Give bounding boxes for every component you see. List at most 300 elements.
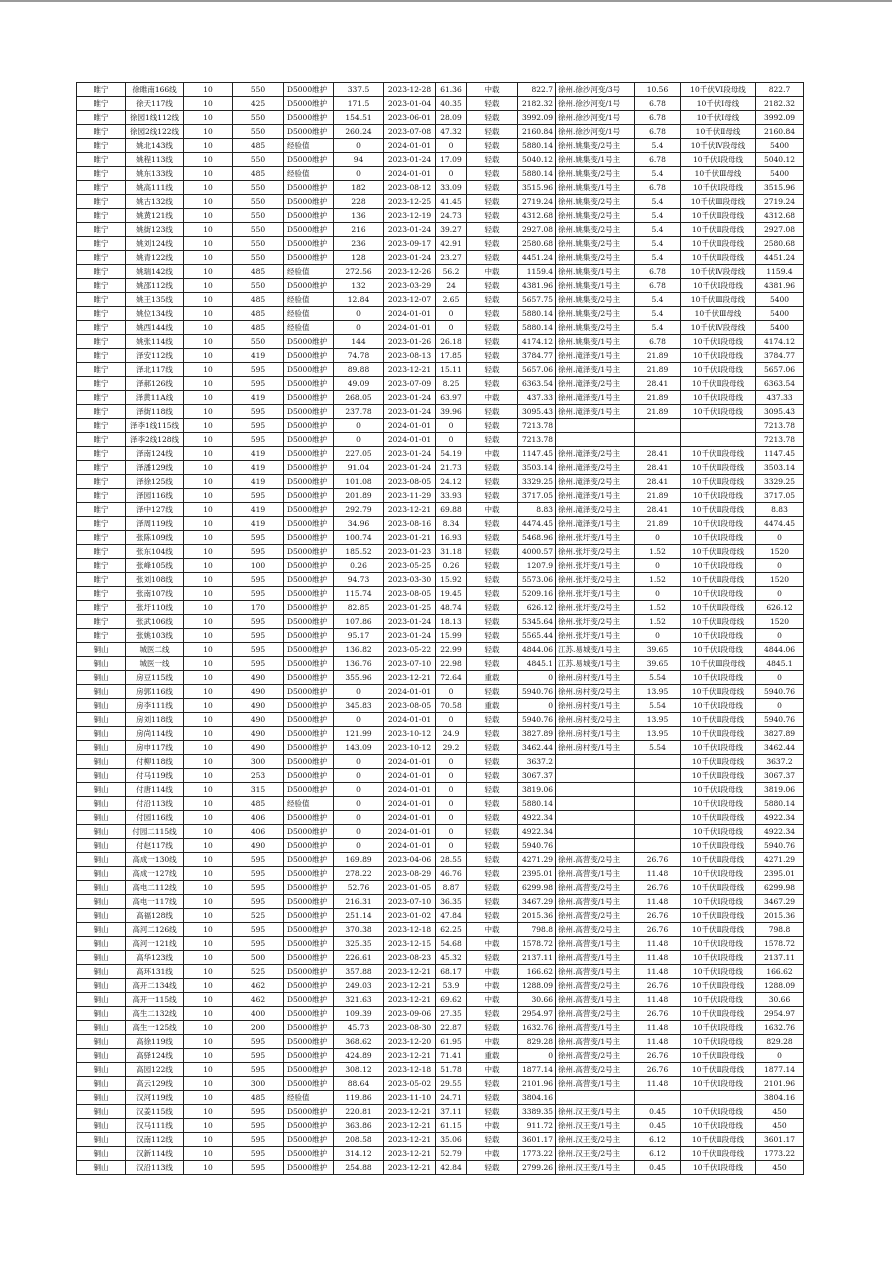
cell-available: 2182.32 [756, 97, 804, 111]
cell-load-rate: 62.25 [436, 923, 467, 937]
cell-region: 睢宁 [77, 349, 126, 363]
cell-capacity: 595 [233, 1049, 284, 1063]
table-row [77, 111, 804, 125]
cell-available: 3637.2 [756, 755, 804, 769]
cell-load-status: 轻载 [467, 335, 518, 349]
cell-bus: 10千伏Ⅱ段母线 [681, 713, 756, 727]
cell-transformer-value: 11.48 [635, 1077, 681, 1091]
cell-transformer-value: 26.76 [635, 1049, 681, 1063]
cell-transformer-value: 0 [635, 629, 681, 643]
cell-date: 2023-08-23 [384, 951, 436, 965]
cell-load-status: 中载 [467, 265, 518, 279]
cell-voltage: 10 [184, 951, 233, 965]
cell-substation: 徐州.高营变/2号主 [556, 853, 635, 867]
cell-load-value: 370.38 [334, 923, 384, 937]
cell-load-status: 轻载 [467, 237, 518, 251]
cell-capacity: 419 [233, 349, 284, 363]
cell-remaining: 911.72 [518, 1119, 556, 1133]
cell-load-value: 107.86 [334, 615, 384, 629]
table-row [77, 685, 804, 699]
cell-available: 2927.08 [756, 223, 804, 237]
cell-load-status: 轻载 [467, 601, 518, 615]
cell-available: 4312.68 [756, 209, 804, 223]
cell-method: D5000维护 [284, 1119, 334, 1133]
cell-load-rate: 46.76 [436, 867, 467, 881]
cell-region: 睢宁 [77, 363, 126, 377]
cell-substation: 徐州.姚集变/1号主 [556, 265, 635, 279]
cell-available: 2954.97 [756, 1007, 804, 1021]
cell-load-rate: 31.18 [436, 545, 467, 559]
cell-substation: 徐州.滝泽变/1号主 [556, 517, 635, 531]
cell-remaining: 2719.24 [518, 195, 556, 209]
cell-region: 铜山 [77, 867, 126, 881]
cell-load-rate: 0 [436, 839, 467, 853]
cell-load-value: 227.05 [334, 447, 384, 461]
cell-load-rate: 24.73 [436, 209, 467, 223]
cell-load-status: 轻载 [467, 587, 518, 601]
cell-bus: 10千伏Ⅰ段母线 [681, 153, 756, 167]
cell-transformer-value: 1.52 [635, 573, 681, 587]
cell-load-rate: 52.79 [436, 1147, 467, 1161]
cell-line-name: 高电二112线 [126, 881, 184, 895]
cell-voltage: 10 [184, 237, 233, 251]
cell-remaining: 5880.14 [518, 307, 556, 321]
cell-method: D5000维护 [284, 713, 334, 727]
cell-available: 6299.98 [756, 881, 804, 895]
cell-remaining: 2954.97 [518, 1007, 556, 1021]
cell-substation [556, 1091, 635, 1105]
cell-remaining: 1288.09 [518, 979, 556, 993]
cell-voltage: 10 [184, 867, 233, 881]
cell-substation: 徐州.张圩变/2号主 [556, 545, 635, 559]
cell-method: D5000维护 [284, 363, 334, 377]
cell-available: 1159.4 [756, 265, 804, 279]
cell-substation: 徐州.高营变/1号主 [556, 1035, 635, 1049]
cell-substation: 徐州.汉王变/2号主 [556, 1147, 635, 1161]
cell-transformer-value: 5.54 [635, 671, 681, 685]
cell-method: D5000维护 [284, 97, 334, 111]
cell-load-status: 轻载 [467, 251, 518, 265]
cell-load-rate: 8.87 [436, 881, 467, 895]
cell-method: D5000维护 [284, 349, 334, 363]
cell-method: D5000维护 [284, 223, 334, 237]
table-row [77, 979, 804, 993]
cell-transformer-value: 26.76 [635, 853, 681, 867]
cell-substation [556, 797, 635, 811]
cell-capacity: 253 [233, 769, 284, 783]
cell-available: 829.28 [756, 1035, 804, 1049]
cell-method: D5000维护 [284, 741, 334, 755]
cell-capacity: 400 [233, 1007, 284, 1021]
cell-transformer-value: 5.54 [635, 699, 681, 713]
cell-capacity: 595 [233, 1147, 284, 1161]
table-row [77, 335, 804, 349]
cell-substation [556, 769, 635, 783]
table-row [77, 1021, 804, 1035]
cell-substation: 徐州.姚集变/2号主 [556, 139, 635, 153]
cell-available: 798.8 [756, 923, 804, 937]
table-row [77, 923, 804, 937]
cell-bus: 10千伏Ⅱ段母线 [681, 839, 756, 853]
cell-remaining: 798.8 [518, 923, 556, 937]
cell-region: 铜山 [77, 923, 126, 937]
cell-capacity: 490 [233, 727, 284, 741]
cell-load-value: 109.39 [334, 1007, 384, 1021]
cell-region: 睢宁 [77, 629, 126, 643]
cell-capacity: 485 [233, 321, 284, 335]
cell-load-status: 中载 [467, 993, 518, 1007]
cell-capacity: 419 [233, 461, 284, 475]
cell-line-name: 姚北143线 [126, 139, 184, 153]
table-row [77, 1119, 804, 1133]
cell-capacity: 490 [233, 839, 284, 853]
cell-region: 睢宁 [77, 601, 126, 615]
cell-available: 3819.06 [756, 783, 804, 797]
cell-transformer-value: 11.48 [635, 1035, 681, 1049]
cell-substation [556, 825, 635, 839]
cell-available: 6363.54 [756, 377, 804, 391]
cell-capacity: 595 [233, 545, 284, 559]
cell-bus: 10千伏Ⅰ段母线 [681, 1119, 756, 1133]
cell-remaining: 4312.68 [518, 209, 556, 223]
cell-region: 铜山 [77, 853, 126, 867]
cell-load-status: 重载 [467, 699, 518, 713]
cell-bus: 10千伏Ⅰ段母线 [681, 363, 756, 377]
cell-capacity: 595 [233, 1035, 284, 1049]
cell-load-value: 82.85 [334, 601, 384, 615]
cell-bus: 10千伏Ⅱ段母线 [681, 573, 756, 587]
cell-capacity: 550 [233, 181, 284, 195]
table-row [77, 811, 804, 825]
table-row [77, 349, 804, 363]
cell-capacity: 595 [233, 489, 284, 503]
cell-substation: 徐州.汉王变/2号主 [556, 1133, 635, 1147]
cell-method: D5000维护 [284, 643, 334, 657]
cell-load-value: 292.79 [334, 503, 384, 517]
table-row [77, 741, 804, 755]
cell-capacity: 595 [233, 937, 284, 951]
cell-line-name: 付柳118线 [126, 755, 184, 769]
cell-substation: 徐州.滝泽变/1号主 [556, 363, 635, 377]
cell-voltage: 10 [184, 895, 233, 909]
cell-bus: 10千伏Ⅰ段母线 [681, 517, 756, 531]
cell-transformer-value: 5.4 [635, 139, 681, 153]
cell-load-status: 轻载 [467, 405, 518, 419]
cell-remaining: 1159.4 [518, 265, 556, 279]
cell-load-value: 278.22 [334, 867, 384, 881]
cell-region: 铜山 [77, 1021, 126, 1035]
cell-line-name: 付沿113线 [126, 797, 184, 811]
cell-bus: 10千伏Ⅰ段母线 [681, 783, 756, 797]
table-row [77, 713, 804, 727]
cell-transformer-value: 13.95 [635, 727, 681, 741]
cell-region: 睢宁 [77, 503, 126, 517]
cell-transformer-value: 6.12 [635, 1133, 681, 1147]
cell-remaining: 4451.24 [518, 251, 556, 265]
cell-substation: 徐州.高营变/1号主 [556, 937, 635, 951]
table-row [77, 293, 804, 307]
cell-region: 铜山 [77, 755, 126, 769]
cell-load-rate: 61.15 [436, 1119, 467, 1133]
cell-bus [681, 419, 756, 433]
cell-bus: 10千伏Ⅲ母线 [681, 167, 756, 181]
cell-region: 睢宁 [77, 559, 126, 573]
cell-bus: 10千伏Ⅱ段母线 [681, 909, 756, 923]
cell-capacity: 595 [233, 853, 284, 867]
cell-load-status: 轻载 [467, 377, 518, 391]
cell-load-value: 115.74 [334, 587, 384, 601]
cell-substation: 徐州.滝泽变/1号主 [556, 405, 635, 419]
cell-method: D5000维护 [284, 489, 334, 503]
cell-voltage: 10 [184, 517, 233, 531]
cell-date: 2023-12-18 [384, 923, 436, 937]
cell-remaining: 5657.06 [518, 363, 556, 377]
cell-transformer-value [635, 797, 681, 811]
cell-capacity: 170 [233, 601, 284, 615]
cell-bus: 10千伏Ⅰ段母线 [681, 895, 756, 909]
cell-line-name: 张刘108线 [126, 573, 184, 587]
cell-date: 2023-01-24 [384, 615, 436, 629]
cell-line-name: 泽北117线 [126, 363, 184, 377]
cell-load-value: 121.99 [334, 727, 384, 741]
cell-bus: 10千伏Ⅱ段母线 [681, 979, 756, 993]
cell-date: 2024-01-01 [384, 713, 436, 727]
cell-bus: 10千伏Ⅰ段母线 [681, 335, 756, 349]
cell-capacity: 595 [233, 867, 284, 881]
cell-capacity: 485 [233, 293, 284, 307]
cell-load-rate: 0 [436, 307, 467, 321]
cell-available: 2101.96 [756, 1077, 804, 1091]
cell-remaining: 822.7 [518, 83, 556, 97]
cell-substation [556, 755, 635, 769]
cell-date: 2023-08-05 [384, 587, 436, 601]
cell-load-status: 轻载 [467, 797, 518, 811]
cell-load-value: 169.89 [334, 853, 384, 867]
cell-load-status: 轻载 [467, 433, 518, 447]
cell-method: D5000维护 [284, 1147, 334, 1161]
cell-region: 睢宁 [77, 125, 126, 139]
cell-load-rate: 22.98 [436, 657, 467, 671]
cell-bus: 10千伏Ⅱ段母线 [681, 881, 756, 895]
cell-load-status: 轻载 [467, 531, 518, 545]
cell-date: 2023-01-24 [384, 223, 436, 237]
cell-capacity: 485 [233, 797, 284, 811]
cell-load-status: 轻载 [467, 545, 518, 559]
cell-line-name: 张东104线 [126, 545, 184, 559]
cell-date: 2023-01-25 [384, 601, 436, 615]
cell-remaining: 1877.14 [518, 1063, 556, 1077]
cell-region: 睢宁 [77, 517, 126, 531]
cell-load-rate: 54.68 [436, 937, 467, 951]
cell-bus: 10千伏Ⅰ段母线 [681, 741, 756, 755]
cell-line-name: 高电一117线 [126, 895, 184, 909]
cell-bus: 10千伏Ⅱ段母线 [681, 755, 756, 769]
cell-line-name: 张武106线 [126, 615, 184, 629]
cell-line-name: 姚西144线 [126, 321, 184, 335]
cell-date: 2023-10-12 [384, 727, 436, 741]
cell-available: 4474.45 [756, 517, 804, 531]
table-row [77, 139, 804, 153]
cell-load-value: 94.73 [334, 573, 384, 587]
table-row [77, 195, 804, 209]
cell-line-name: 姚程113线 [126, 153, 184, 167]
cell-substation: 徐州.高营变/1号主 [556, 1021, 635, 1035]
cell-voltage: 10 [184, 741, 233, 755]
cell-load-rate: 2.65 [436, 293, 467, 307]
cell-line-name: 高徐119线 [126, 1035, 184, 1049]
cell-load-value: 208.58 [334, 1133, 384, 1147]
cell-line-name: 高开二134线 [126, 979, 184, 993]
cell-load-value: 201.89 [334, 489, 384, 503]
table-row [77, 307, 804, 321]
cell-date: 2023-07-08 [384, 125, 436, 139]
cell-available: 0 [756, 1049, 804, 1063]
cell-available: 7213.78 [756, 433, 804, 447]
cell-load-rate: 42.84 [436, 1161, 467, 1175]
cell-method: D5000维护 [284, 181, 334, 195]
cell-line-name: 姚刘124线 [126, 237, 184, 251]
cell-capacity: 485 [233, 167, 284, 181]
cell-load-rate: 23.27 [436, 251, 467, 265]
cell-load-value: 345.83 [334, 699, 384, 713]
cell-bus: 10千伏Ⅰ段母线 [681, 1035, 756, 1049]
cell-capacity: 595 [233, 405, 284, 419]
cell-transformer-value: 1.52 [635, 615, 681, 629]
cell-load-rate: 26.18 [436, 335, 467, 349]
cell-load-rate: 18.13 [436, 615, 467, 629]
cell-remaining: 2101.96 [518, 1077, 556, 1091]
cell-available: 3467.29 [756, 895, 804, 909]
cell-substation: 徐州.姚集变/2号主 [556, 237, 635, 251]
cell-bus: 10千伏Ⅱ段母线 [681, 237, 756, 251]
cell-date: 2023-01-24 [384, 391, 436, 405]
cell-transformer-value: 6.78 [635, 111, 681, 125]
cell-date: 2023-12-19 [384, 209, 436, 223]
cell-capacity: 550 [233, 223, 284, 237]
cell-line-name: 张陈109线 [126, 531, 184, 545]
cell-bus: 10千伏Ⅰ段母线 [681, 1105, 756, 1119]
cell-available: 3095.43 [756, 405, 804, 419]
cell-bus: 10千伏Ⅰ段母线 [681, 559, 756, 573]
cell-bus: 10千伏Ⅱ段母线 [681, 377, 756, 391]
cell-date: 2024-01-01 [384, 139, 436, 153]
cell-transformer-value: 39.65 [635, 643, 681, 657]
cell-line-name: 姚高111线 [126, 181, 184, 195]
cell-voltage: 10 [184, 363, 233, 377]
table-row [77, 265, 804, 279]
cell-line-name: 城医一线 [126, 657, 184, 671]
table-row [77, 181, 804, 195]
cell-substation: 徐州.姚集变/2号主 [556, 223, 635, 237]
cell-method: D5000维护 [284, 825, 334, 839]
cell-line-name: 姚古132线 [126, 195, 184, 209]
cell-date: 2023-12-15 [384, 937, 436, 951]
cell-substation: 徐州.姚集变/2号主 [556, 293, 635, 307]
cell-date: 2023-01-23 [384, 545, 436, 559]
cell-load-status: 轻载 [467, 573, 518, 587]
cell-date: 2023-05-25 [384, 559, 436, 573]
cell-bus: 10千伏Ⅱ段母线 [681, 503, 756, 517]
cell-date: 2023-07-10 [384, 895, 436, 909]
cell-transformer-value [635, 839, 681, 853]
cell-substation: 徐州.高营变/2号主 [556, 909, 635, 923]
cell-line-name: 泽中127线 [126, 503, 184, 517]
cell-remaining: 3329.25 [518, 475, 556, 489]
cell-voltage: 10 [184, 1021, 233, 1035]
cell-transformer-value: 26.76 [635, 909, 681, 923]
cell-line-name: 房申117线 [126, 741, 184, 755]
cell-method: D5000维护 [284, 475, 334, 489]
cell-bus: 10千伏Ⅱ段母线 [681, 811, 756, 825]
cell-substation: 徐州.姚集变/1号主 [556, 181, 635, 195]
cell-region: 铜山 [77, 1147, 126, 1161]
cell-load-status: 轻载 [467, 363, 518, 377]
cell-bus: 10千伏Ⅰ段母线 [681, 951, 756, 965]
cell-voltage: 10 [184, 1077, 233, 1091]
table-row [77, 881, 804, 895]
cell-load-rate: 53.9 [436, 979, 467, 993]
cell-voltage: 10 [184, 1007, 233, 1021]
cell-method: D5000维护 [284, 811, 334, 825]
cell-load-value: 0.26 [334, 559, 384, 573]
cell-line-name: 房李111线 [126, 699, 184, 713]
cell-transformer-value: 26.76 [635, 1063, 681, 1077]
cell-capacity: 550 [233, 335, 284, 349]
cell-remaining: 5940.76 [518, 713, 556, 727]
cell-substation: 徐州.姚集变/2号主 [556, 321, 635, 335]
cell-line-name: 姚位134线 [126, 307, 184, 321]
cell-load-value: 0 [334, 839, 384, 853]
cell-voltage: 10 [184, 643, 233, 657]
cell-date: 2023-07-10 [384, 657, 436, 671]
cell-line-name: 张姚103线 [126, 629, 184, 643]
table-body [77, 83, 804, 1175]
cell-load-status: 轻载 [467, 111, 518, 125]
cell-date: 2023-12-21 [384, 979, 436, 993]
cell-date: 2023-12-21 [384, 993, 436, 1007]
cell-method: D5000维护 [284, 951, 334, 965]
cell-capacity: 419 [233, 391, 284, 405]
cell-remaining: 5940.76 [518, 839, 556, 853]
table-row [77, 573, 804, 587]
cell-load-status: 轻载 [467, 853, 518, 867]
cell-load-status: 轻载 [467, 167, 518, 181]
cell-load-status: 轻载 [467, 895, 518, 909]
cell-voltage: 10 [184, 279, 233, 293]
cell-capacity: 550 [233, 251, 284, 265]
cell-date: 2023-08-30 [384, 1021, 436, 1035]
cell-transformer-value: 26.76 [635, 923, 681, 937]
cell-load-status: 中载 [467, 923, 518, 937]
cell-region: 铜山 [77, 993, 126, 1007]
cell-method: D5000维护 [284, 993, 334, 1007]
cell-region: 铜山 [77, 671, 126, 685]
cell-region: 睢宁 [77, 167, 126, 181]
cell-bus: 10千伏Ⅲ母线 [681, 307, 756, 321]
cell-capacity: 406 [233, 825, 284, 839]
cell-remaining: 3515.96 [518, 181, 556, 195]
cell-transformer-value: 11.48 [635, 951, 681, 965]
cell-line-name: 姚东133线 [126, 167, 184, 181]
cell-load-value: 236 [334, 237, 384, 251]
cell-date: 2023-12-21 [384, 1049, 436, 1063]
cell-voltage: 10 [184, 223, 233, 237]
cell-method: D5000维护 [284, 587, 334, 601]
cell-line-name: 姚邵112线 [126, 279, 184, 293]
cell-load-rate: 0 [436, 685, 467, 699]
cell-date: 2023-12-21 [384, 1147, 436, 1161]
cell-voltage: 10 [184, 1049, 233, 1063]
